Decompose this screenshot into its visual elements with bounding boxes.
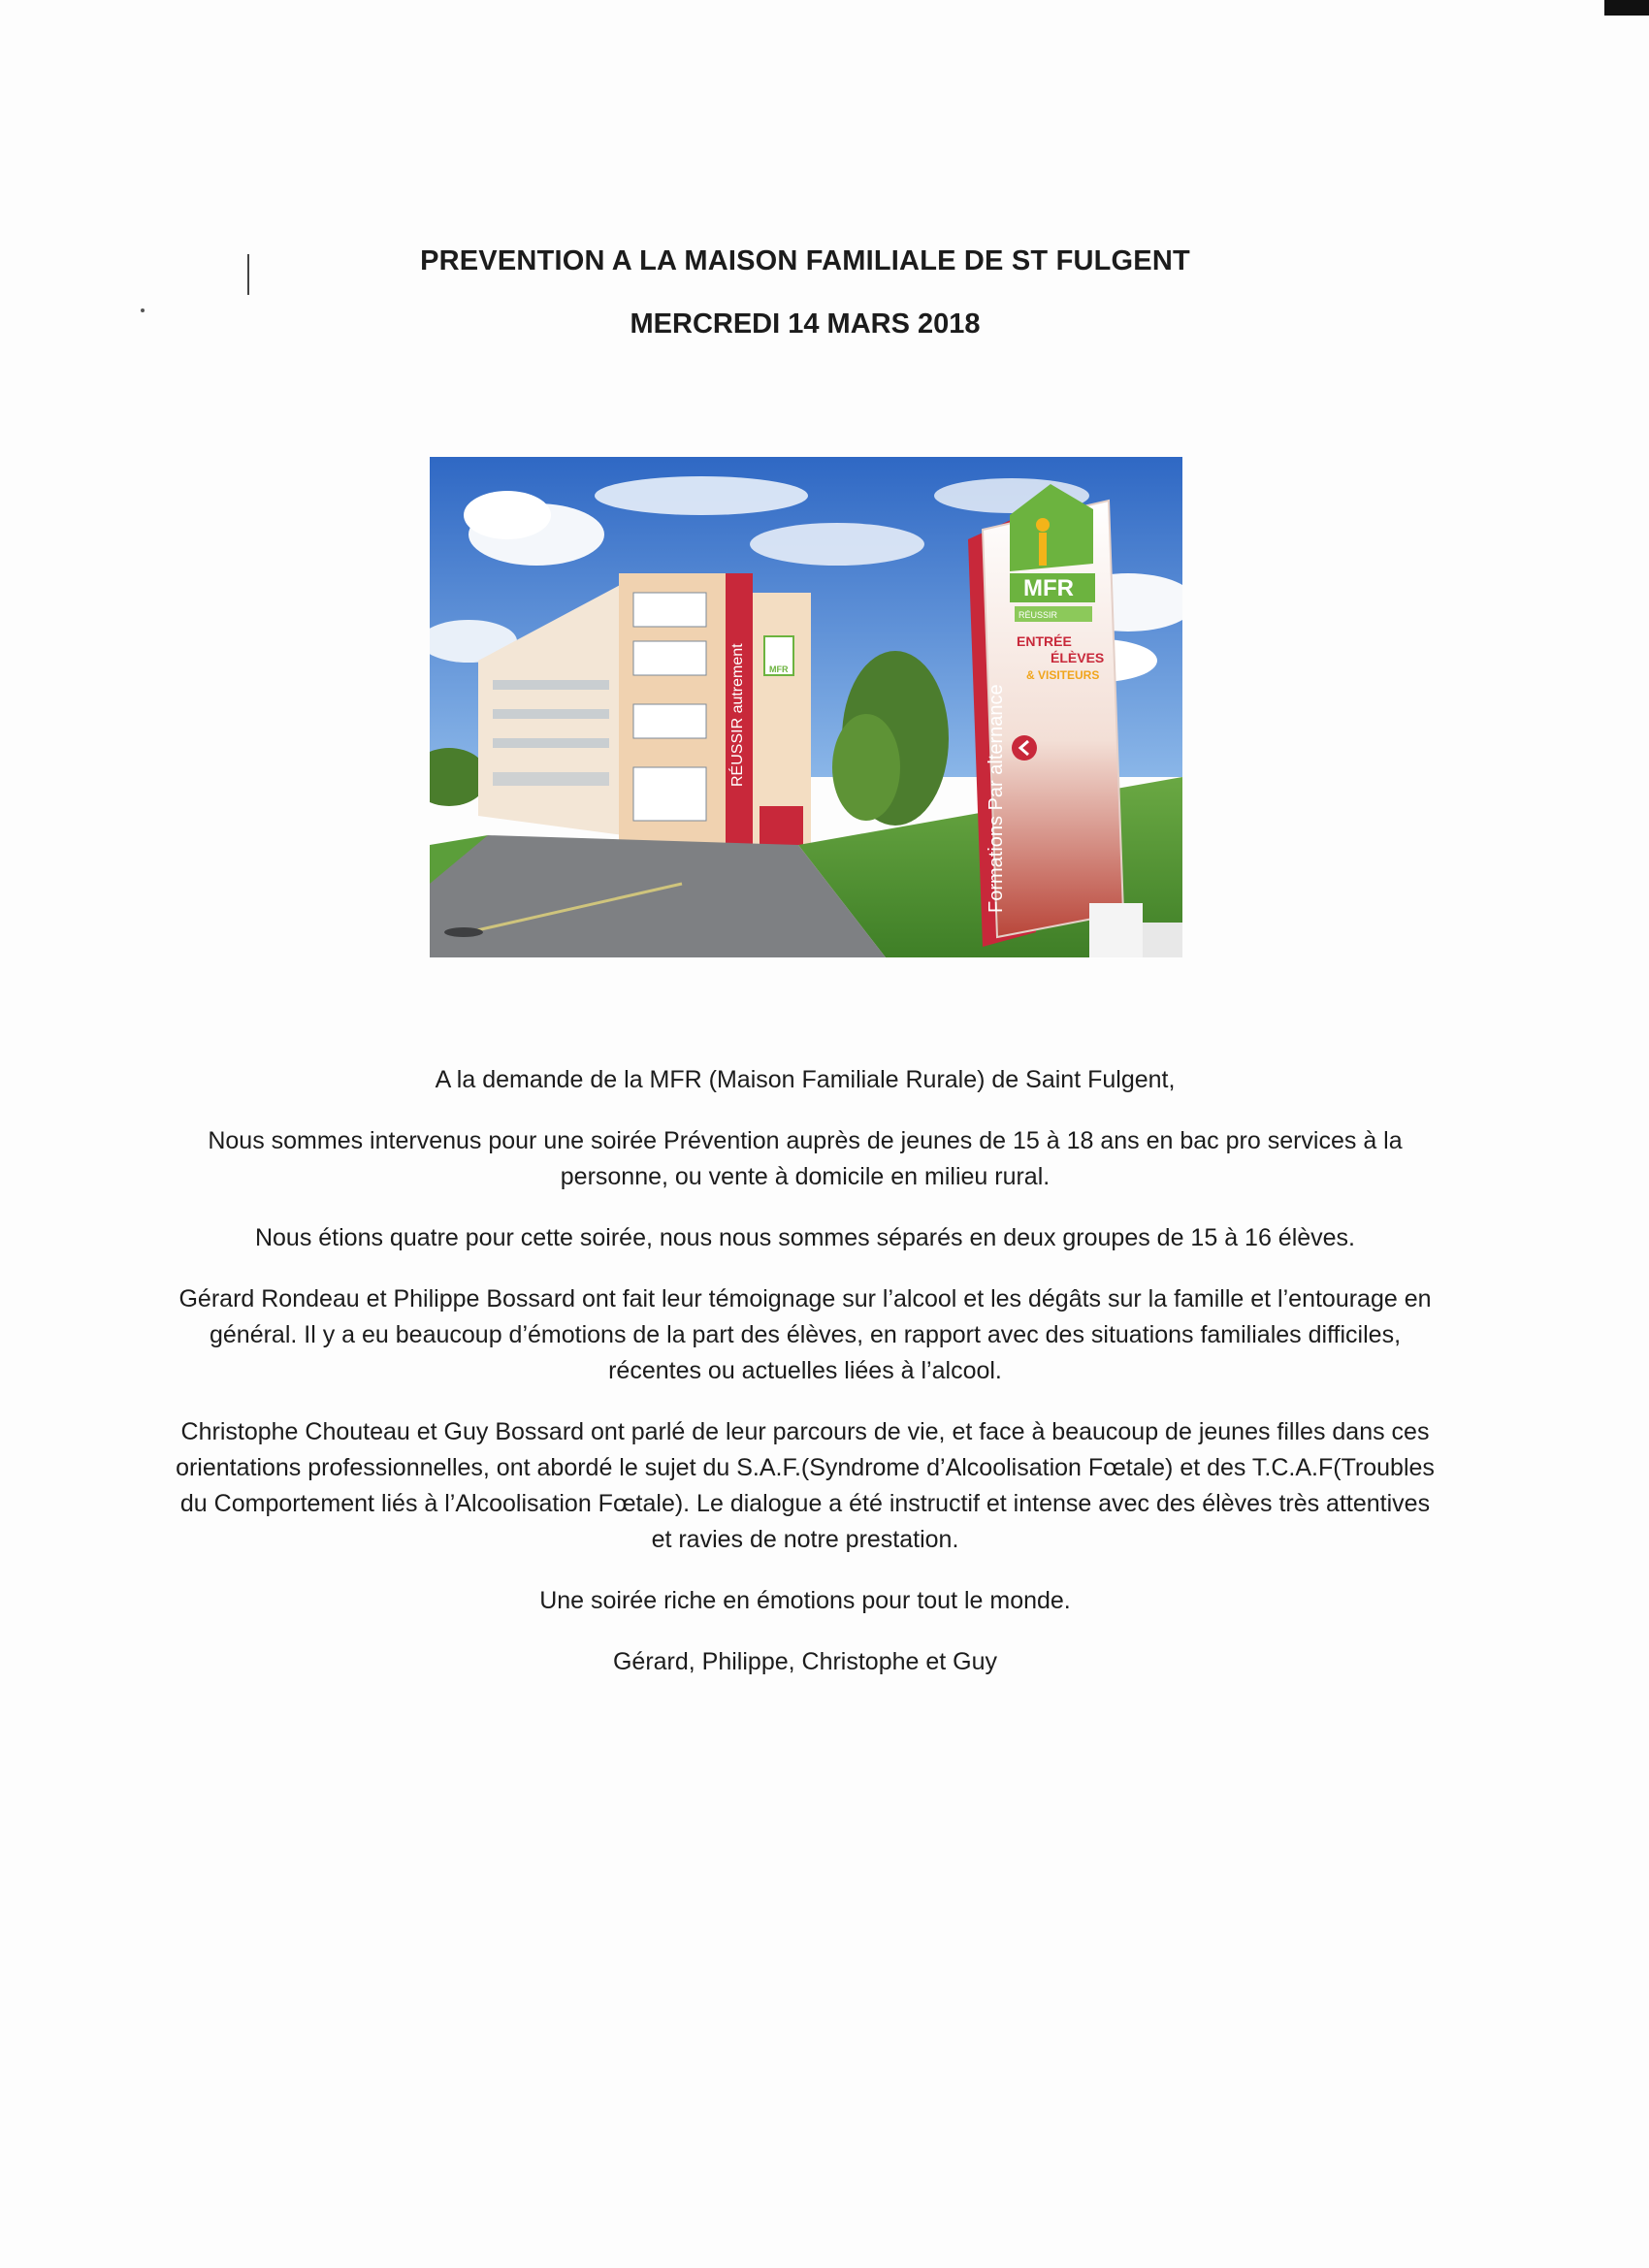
sign-brand: MFR: [1023, 575, 1074, 601]
sign-line-3: & VISITEURS: [1026, 668, 1100, 682]
sign-line-1: ENTRÉE: [1017, 633, 1072, 649]
building-slogan: RÉUSSIR autrement: [729, 643, 746, 787]
document-date: MERCREDI 14 MARS 2018: [630, 308, 981, 340]
paragraph: Christophe Chouteau et Guy Bossard ont parlé de leur parcours de vie, et face à beaucoup de jeunes filles dans ces orientations professionnelles, ont abordé le sujet du S.A.F.(Syndrome d’Alcoolisation Fœtale) et des T.C.A.F(Troubles du Comportement liés à l’Alcoolisation Fœtale). Le dialogue a été instructif et intense avec des élèves très attentives et ravies de notre prestation.: [176, 1418, 1435, 1553]
document-title: PREVENTION A LA MAISON FAMILIALE DE ST FULGENT: [420, 245, 1190, 276]
paragraph: Nous étions quatre pour cette soirée, nous nous sommes séparés en deux groupes de 15 à 16 élèves.: [254, 1224, 1356, 1251]
scan-corner-mark: [1604, 0, 1649, 16]
paragraph: Nous sommes intervenus pour une soirée Prévention auprès de jeunes de 15 à 18 ans en bac pro services à la personne, ou vente à domicile en milieu rural.: [208, 1127, 1403, 1190]
sign-vertical-text: Formations Par alternance: [986, 684, 1007, 913]
building-badge: MFR: [769, 664, 789, 674]
document-body: [175, 1062, 1436, 1705]
sign-line-2: ÉLÈVES: [1051, 650, 1105, 665]
mfr-building-photo: [430, 457, 1182, 957]
paragraph: Une soirée riche en émotions pour tout le monde.: [539, 1587, 1071, 1614]
paragraph: Gérard Rondeau et Philippe Bossard ont fait leur témoignage sur l’alcool et les dégâts sur la famille et l’entourage en général. Il y a eu beaucoup d’émotions de la part des élèves, en rapport avec des situations familiales difficiles, récentes ou actuelles liées à l’alcool.: [178, 1285, 1432, 1384]
sign-tagline: RÉUSSIR: [1018, 610, 1058, 620]
paragraph: A la demande de la MFR (Maison Familiale Rurale) de Saint Fulgent,: [435, 1066, 1176, 1093]
header: [0, 244, 1610, 341]
signature: Gérard, Philippe, Christophe et Guy: [612, 1648, 998, 1675]
